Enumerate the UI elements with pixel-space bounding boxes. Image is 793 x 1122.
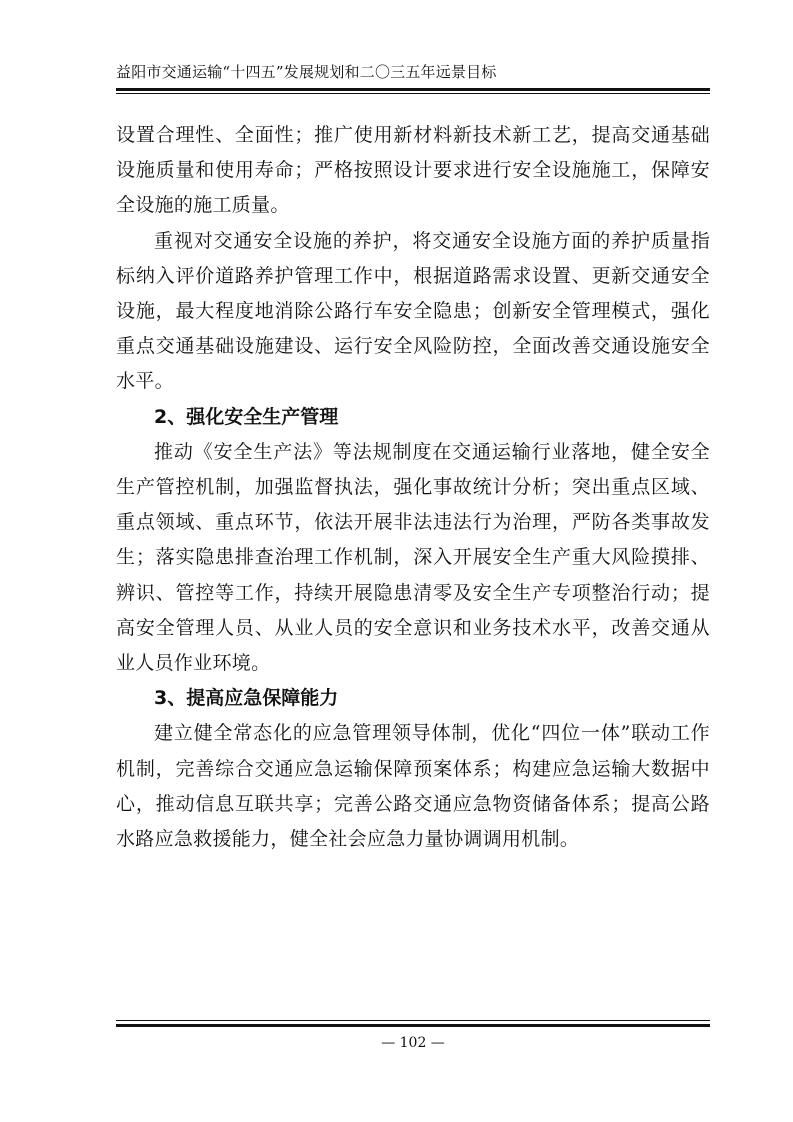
footer-rule-thick	[116, 1024, 710, 1027]
page-header	[116, 62, 710, 82]
footer-rule-thin	[116, 1020, 710, 1021]
paragraph-continued: 设置合理性、全面性；推广使用新材料新技术新工艺，提高交通基础设施质量和使用寿命；严格按照设计要求进行安全设施施工，保障安全设施的施工质量。	[116, 124, 710, 217]
section-heading-safety-production: 2、强化安全生产管理	[154, 405, 339, 428]
paragraph-emergency: 建立健全常态化的应急管理领导体制，优化“四位一体”联动工作机制，完善综合交通应急运输保障预案体系；构建应急运输大数据中心，推动信息互联共享；完善公路交通应急物资储备体系；提高公路水路应急救援能力，健全社会应急力量协调调用机制。	[116, 722, 710, 851]
header-title: 益阳市交通运输“十四五”发展规划和二〇三五年远景目标	[116, 63, 497, 81]
document-body	[116, 118, 710, 857]
header-rule-thick	[116, 88, 710, 91]
paragraph-safety-production: 推动《安全生产法》等法规制度在交通运输行业落地，健全安全生产管控机制，加强监督执法，强化事故统计分析；突出重点区域、重点领域、重点环节，依法开展非法违法行为治理，严防各类事故发生；落实隐患排查治理工作机制，深入开展安全生产重大风险摸排、辨识、管控等工作，持续开展隐患清零及安全生产专项整治行动；提高安全管理人员、从业人员的安全意识和业务技术水平，改善交通从业人员作业环境。	[116, 440, 710, 675]
page-number: — 102 —	[381, 1035, 445, 1051]
section-heading-emergency: 3、提高应急保障能力	[154, 687, 339, 710]
header-rule-thin	[116, 93, 710, 94]
paragraph-safety-maintenance: 重视对交通安全设施的养护，将交通安全设施方面的养护质量指标纳入评价道路养护管理工作中，根据道路需求设置、更新交通安全设施，最大程度地消除公路行车安全隐患；创新安全管理模式，强化重点交通基础设施建设、运行安全风险防控，全面改善交通设施安全水平。	[116, 229, 710, 393]
